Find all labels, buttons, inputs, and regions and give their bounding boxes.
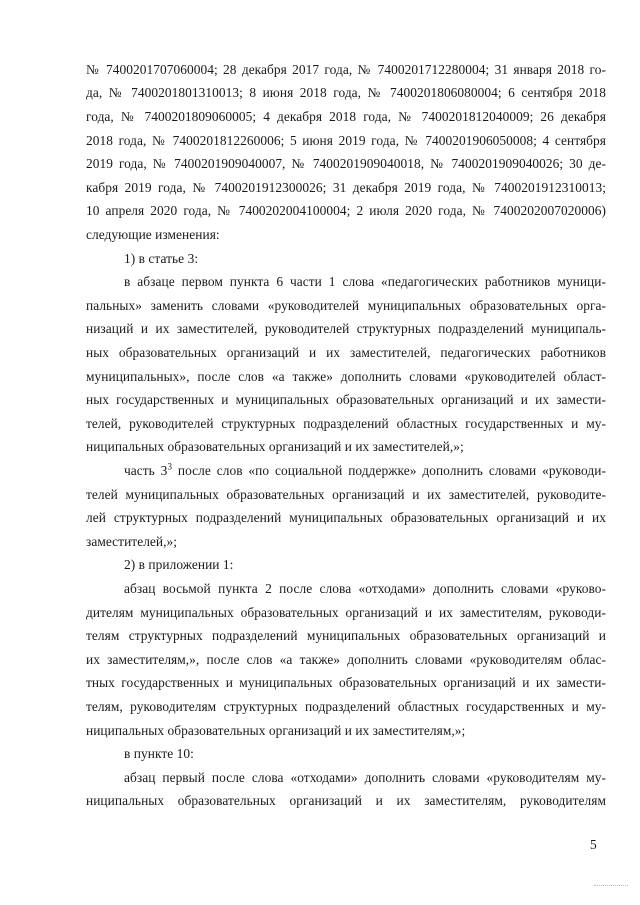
text-line: низаций и их заместителей, руководителей структурных подразделений муниципаль- bbox=[86, 321, 606, 336]
text-line: лей структурных подразделений муниципальных образовательных организаций и их bbox=[86, 510, 606, 525]
text-line-part-3 bbox=[124, 462, 606, 480]
part-label: часть 3 bbox=[124, 463, 168, 478]
list-item-2: 2) в приложении 1: bbox=[124, 557, 234, 572]
text-line: ниципальных образовательных организаций и их заместителям,»; bbox=[86, 723, 466, 738]
part-superscript: 3 bbox=[167, 461, 172, 472]
text-line: 2018 года, № 7400201812260006; 5 июня 2019 года, № 7400201906050008; 4 сентября bbox=[86, 133, 606, 148]
scan-artifact bbox=[594, 885, 628, 887]
text-line: ниципальных образовательных организаций и их заместителей,»; bbox=[86, 439, 464, 454]
text-line: телей муниципальных образовательных организаций и их заместителей, руководите- bbox=[86, 487, 606, 502]
text-line: № 7400201707060004; 28 декабря 2017 года, № 7400201712280004; 31 января 2018 го- bbox=[86, 62, 606, 77]
text-line: следующие изменения: bbox=[86, 227, 220, 242]
page-number: 5 bbox=[590, 837, 597, 852]
text-line: в пункте 10: bbox=[124, 746, 194, 761]
part-text: после слов «по социальной поддержке» дополнить словами «руководи- bbox=[177, 463, 606, 478]
text-line: в абзаце первом пункта 6 части 1 слова «педагогических работников муници- bbox=[124, 274, 606, 289]
text-line: ных образовательных организаций и их заместителей, педагогических работников bbox=[86, 345, 606, 360]
text-line: муниципальных», после слов «а также» дополнить словами «руководителей област- bbox=[86, 369, 606, 384]
text-line: заместителей,»; bbox=[86, 534, 178, 549]
text-line: пальных» заменить словами «руководителей муниципальных образовательных орга- bbox=[86, 298, 606, 313]
text-line: да, № 7400201801310013; 8 июня 2018 года, № 7400201806080004; 6 сентября 2018 bbox=[86, 85, 606, 100]
text-line: дителям муниципальных образовательных организаций и их заместителям, руководи- bbox=[86, 605, 606, 620]
text-line: 10 апреля 2020 года, № 7400202004100004; 2 июля 2020 года, № 7400202007020006) bbox=[86, 203, 606, 218]
text-line: абзац первый после слова «отходами» дополнить словами «руководителям му- bbox=[124, 770, 606, 785]
text-line: телям структурных подразделений муниципальных образовательных организаций и bbox=[86, 628, 606, 643]
text-line: ниципальных образовательных организаций и их заместителям, руководителям bbox=[86, 793, 606, 808]
text-line: телей, руководителей структурных подразделений областных государственных и му- bbox=[86, 416, 606, 431]
text-line: года, № 7400201809060005; 4 декабря 2018 года, № 7400201812040009; 26 декабря bbox=[86, 109, 606, 124]
text-line: абзац восьмой пункта 2 после слова «отходами» дополнить словами «руково- bbox=[124, 581, 606, 596]
text-line: ных государственных и муниципальных образовательных организаций и их замести- bbox=[86, 392, 606, 407]
text-line: их заместителям,», после слов «а также» дополнить словами «руководителям облас- bbox=[86, 652, 606, 667]
text-line: телям, руководителям структурных подразделений областных государственных и му- bbox=[86, 699, 606, 714]
text-line: тных государственных и муниципальных образовательных организаций и их замести- bbox=[86, 675, 606, 690]
text-line: 2019 года, № 7400201909040007, № 7400201909040018, № 7400201909040026; 30 де- bbox=[86, 156, 606, 171]
list-item-1: 1) в статье 3: bbox=[124, 251, 199, 266]
text-line: кабря 2019 года, № 7400201912300026; 31 декабря 2019 года, № 7400201912310013; bbox=[86, 180, 606, 195]
